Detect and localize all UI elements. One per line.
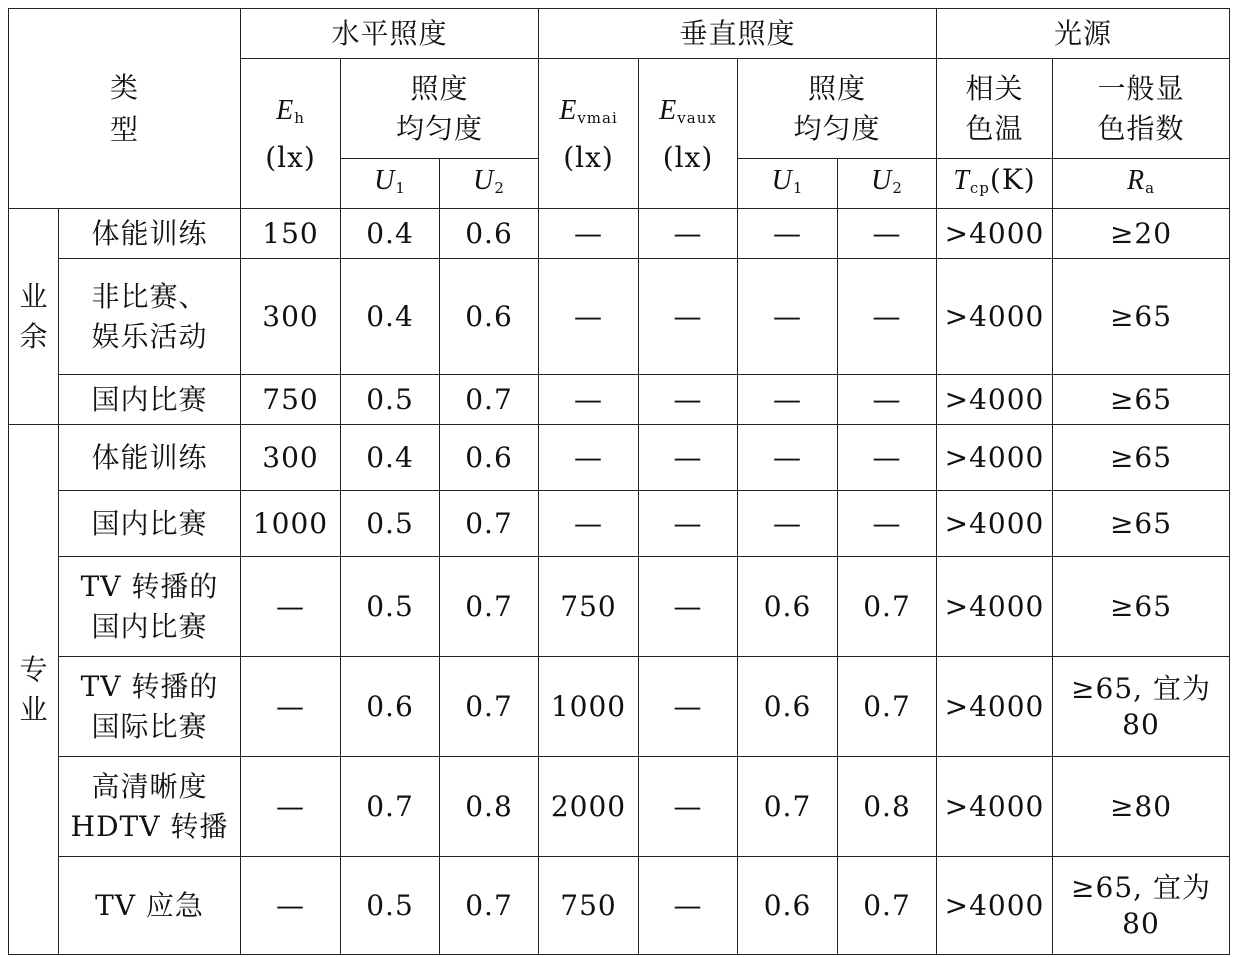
cell-ra: ≥65	[1053, 259, 1230, 375]
v-u1-symbol: U	[771, 164, 793, 196]
cell-evmai: 2000	[539, 757, 639, 857]
cell-evaux: —	[639, 425, 738, 491]
cell-vu2: 0.7	[838, 857, 937, 955]
cell-hu1: 0.5	[341, 857, 440, 955]
light-source-header: 光源	[937, 9, 1230, 59]
vertical-illuminance-header: 垂直照度	[539, 9, 937, 59]
category-header-text: 类 型	[109, 70, 139, 146]
table-row	[9, 259, 1230, 375]
row-name: 体能训练	[59, 425, 241, 491]
v-u2-header	[838, 159, 937, 209]
cell-vu1: —	[738, 375, 838, 425]
cell-ra: ≥20	[1053, 209, 1230, 259]
cell-eh: 300	[241, 259, 341, 375]
cell-evmai: —	[539, 425, 639, 491]
cell-evaux: —	[639, 557, 738, 657]
evmai-header	[539, 59, 639, 209]
eh-subscript: h	[294, 108, 305, 127]
cell-hu1: 0.5	[341, 375, 440, 425]
cell-eh: —	[241, 857, 341, 955]
group-label: 专 业	[9, 425, 59, 955]
header-row-1	[9, 9, 1230, 59]
cell-ra: ≥80	[1053, 757, 1230, 857]
cell-eh: 1000	[241, 491, 341, 557]
cell-vu2: 0.7	[838, 657, 937, 757]
cell-vu1: 0.6	[738, 857, 838, 955]
cell-eh: —	[241, 757, 341, 857]
eh-header	[241, 59, 341, 209]
cell-eh: 300	[241, 425, 341, 491]
v-u2-subscript: 2	[892, 178, 903, 197]
cell-eh: —	[241, 557, 341, 657]
table-row	[9, 375, 1230, 425]
evmai-unit: (lx)	[563, 140, 614, 174]
tcp-unit: (K)	[989, 162, 1036, 196]
h-uniformity-header: 照度 均匀度	[341, 59, 539, 159]
tcp-subscript: cp	[969, 178, 990, 197]
table-row	[9, 425, 1230, 491]
cell-evmai: 1000	[539, 657, 639, 757]
cell-vu2: 0.7	[838, 557, 937, 657]
cell-evaux: —	[639, 857, 738, 955]
evaux-symbol: E	[659, 94, 678, 126]
row-name: 国内比赛	[59, 491, 241, 557]
h-u2-symbol: U	[473, 164, 495, 196]
cell-evmai: —	[539, 209, 639, 259]
cell-evaux: —	[639, 757, 738, 857]
cell-hu2: 0.7	[440, 491, 539, 557]
cell-vu1: 0.6	[738, 657, 838, 757]
cct-header: 相关 色温	[937, 59, 1053, 159]
cell-hu2: 0.8	[440, 757, 539, 857]
cell-tcp: >4000	[937, 259, 1053, 375]
evmai-subscript: vmai	[577, 108, 618, 127]
cell-vu1: 0.6	[738, 557, 838, 657]
cell-evaux: —	[639, 491, 738, 557]
evmai-symbol: E	[559, 94, 578, 126]
h-u1-header	[341, 159, 440, 209]
row-name: TV 应急	[59, 857, 241, 955]
cell-evmai: —	[539, 259, 639, 375]
h-u2-header	[440, 159, 539, 209]
ra-symbol: R	[1126, 164, 1146, 196]
cell-vu2: —	[838, 259, 937, 375]
cell-hu2: 0.7	[440, 657, 539, 757]
h-u1-symbol: U	[374, 164, 396, 196]
row-name: 国内比赛	[59, 375, 241, 425]
cell-vu2: —	[838, 209, 937, 259]
cell-vu1: —	[738, 259, 838, 375]
cell-evaux: —	[639, 657, 738, 757]
cell-vu2: —	[838, 375, 937, 425]
cri-header: 一般显 色指数	[1053, 59, 1230, 159]
v-u1-subscript: 1	[792, 178, 804, 197]
table-row	[9, 557, 1230, 657]
cell-hu2: 0.6	[440, 425, 539, 491]
h-u2-subscript: 2	[494, 178, 505, 197]
v-uniformity-header: 照度 均匀度	[738, 59, 937, 159]
table-row	[9, 857, 1230, 955]
cell-evaux: —	[639, 209, 738, 259]
cell-ra: ≥65	[1053, 425, 1230, 491]
cell-hu2: 0.7	[440, 857, 539, 955]
cell-evaux: —	[639, 375, 738, 425]
cell-evmai: 750	[539, 557, 639, 657]
cell-tcp: >4000	[937, 857, 1053, 955]
cell-hu1: 0.7	[341, 757, 440, 857]
eh-unit: (lx)	[265, 140, 316, 174]
table-row	[9, 657, 1230, 757]
cell-eh: 150	[241, 209, 341, 259]
v-u2-symbol: U	[871, 164, 893, 196]
evaux-unit: (lx)	[662, 140, 714, 174]
cell-tcp: >4000	[937, 491, 1053, 557]
cell-evaux: —	[639, 259, 738, 375]
ra-subscript: a	[1145, 178, 1156, 197]
cell-evmai: —	[539, 491, 639, 557]
cell-hu2: 0.7	[440, 557, 539, 657]
cell-hu1: 0.5	[341, 491, 440, 557]
cell-vu2: —	[838, 491, 937, 557]
cell-ra: ≥65, 宜为 80	[1053, 657, 1230, 757]
row-name: TV 转播的 国际比赛	[59, 657, 241, 757]
cell-hu1: 0.6	[341, 657, 440, 757]
row-name: TV 转播的 国内比赛	[59, 557, 241, 657]
row-name: 非比赛、 娱乐活动	[59, 259, 241, 375]
v-u1-header	[738, 159, 838, 209]
h-u1-subscript: 1	[395, 178, 406, 197]
cell-vu2: —	[838, 425, 937, 491]
cell-vu2: 0.8	[838, 757, 937, 857]
cell-hu1: 0.5	[341, 557, 440, 657]
table-row	[9, 491, 1230, 557]
evaux-header	[639, 59, 738, 209]
table-row	[9, 757, 1230, 857]
tcp-symbol: T	[953, 164, 970, 196]
cell-ra: ≥65	[1053, 557, 1230, 657]
table-row	[9, 209, 1230, 259]
table-body	[9, 9, 1230, 955]
cell-vu1: —	[738, 491, 838, 557]
cell-vu1: —	[738, 209, 838, 259]
cell-hu1: 0.4	[341, 259, 440, 375]
cell-tcp: >4000	[937, 375, 1053, 425]
cell-hu2: 0.7	[440, 375, 539, 425]
horizontal-illuminance-header: 水平照度	[241, 9, 539, 59]
ra-header	[1053, 159, 1230, 209]
cell-evmai: —	[539, 375, 639, 425]
cell-eh: 750	[241, 375, 341, 425]
cell-hu1: 0.4	[341, 209, 440, 259]
cell-hu2: 0.6	[440, 259, 539, 375]
row-name: 体能训练	[59, 209, 241, 259]
evaux-subscript: vaux	[677, 108, 717, 127]
cell-hu1: 0.4	[341, 425, 440, 491]
eh-symbol: E	[276, 94, 295, 126]
cell-tcp: >4000	[937, 557, 1053, 657]
cell-vu1: —	[738, 425, 838, 491]
cell-evmai: 750	[539, 857, 639, 955]
cell-tcp: >4000	[937, 209, 1053, 259]
lighting-table	[8, 8, 1230, 955]
category-header	[9, 9, 241, 209]
cell-vu1: 0.7	[738, 757, 838, 857]
group-label: 业 余	[9, 209, 59, 425]
tcp-header	[937, 159, 1053, 209]
cell-ra: ≥65, 宜为 80	[1053, 857, 1230, 955]
cell-ra: ≥65	[1053, 491, 1230, 557]
cell-eh: —	[241, 657, 341, 757]
cell-hu2: 0.6	[440, 209, 539, 259]
cell-tcp: >4000	[937, 757, 1053, 857]
cell-tcp: >4000	[937, 425, 1053, 491]
cell-ra: ≥65	[1053, 375, 1230, 425]
row-name: 高清晰度 HDTV 转播	[59, 757, 241, 857]
cell-tcp: >4000	[937, 657, 1053, 757]
